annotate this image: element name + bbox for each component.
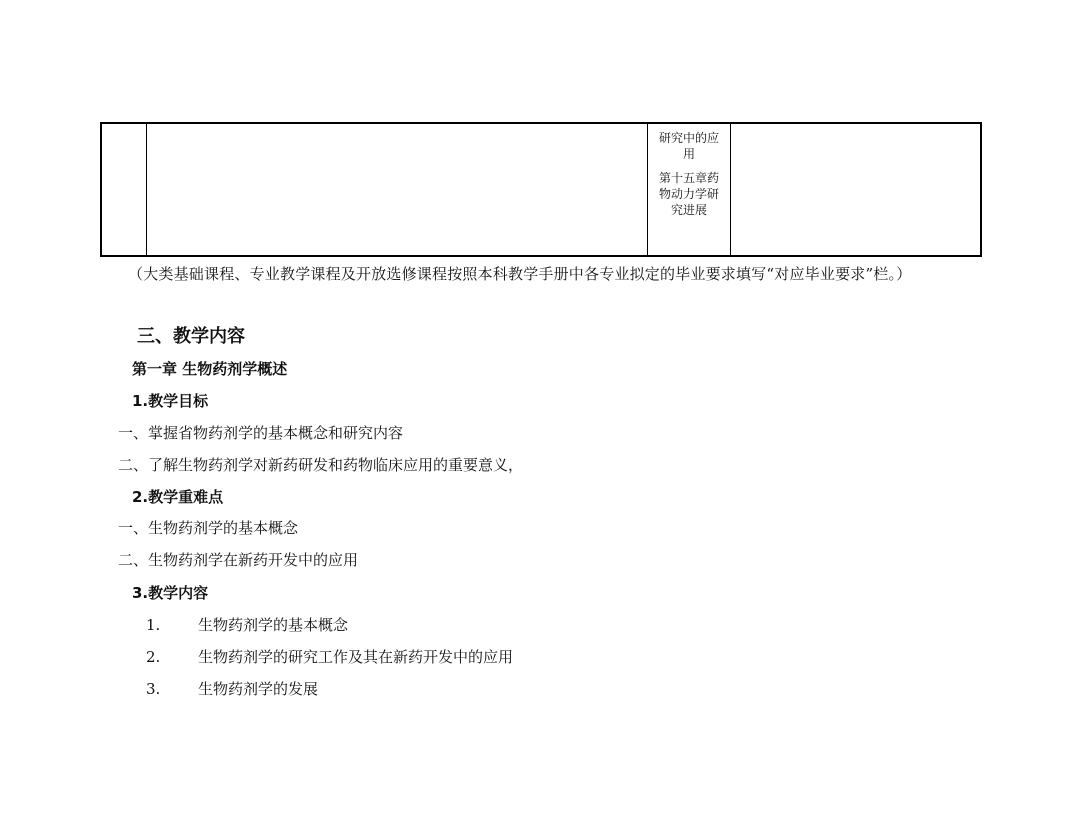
list-item-number: 2. <box>146 648 161 666</box>
key-point-item: 一、生物药剂学的基本概念 <box>118 519 299 537</box>
chapter-title: 第一章 生物药剂学概述 <box>132 360 288 378</box>
goal-item: 二、了解生物药剂学对新药研发和药物临床应用的重要意义， <box>118 456 524 474</box>
chapter-text-1: 研究中的应用 <box>658 131 719 161</box>
table-cell-requirement <box>731 123 982 256</box>
list-item-number: 1. <box>146 616 161 634</box>
key-points-heading: 2.教学重难点 <box>132 488 224 506</box>
list-item <box>146 646 513 667</box>
list-item-text: 生物药剂学的发展 <box>198 680 319 698</box>
list-item-text: 生物药剂学的基本概念 <box>198 616 349 634</box>
table-cell-chapter <box>648 123 731 256</box>
table-cell-index <box>101 123 147 256</box>
chapter-text-2: 第十五章药物动力学研究进展 <box>658 171 719 217</box>
table-cell-content <box>147 123 648 256</box>
content-heading: 3.教学内容 <box>132 584 209 602</box>
syllabus-table <box>100 122 982 257</box>
list-item <box>146 678 318 699</box>
list-item <box>146 614 348 635</box>
table-row <box>101 123 981 256</box>
list-item-number: 3. <box>146 680 161 698</box>
table-note: （大类基础课程、专业教学课程及开放选修课程按照本科教学手册中各专业拟定的毕业要求填写“对应毕业要求”栏。） <box>128 265 912 283</box>
section-title: 三、教学内容 <box>137 326 245 347</box>
list-item-text: 生物药剂学的研究工作及其在新药开发中的应用 <box>198 648 514 666</box>
key-point-item: 二、生物药剂学在新药开发中的应用 <box>118 551 359 569</box>
goals-heading: 1.教学目标 <box>132 392 209 410</box>
goal-item: 一、掌握省物药剂学的基本概念和研究内容 <box>118 424 404 442</box>
